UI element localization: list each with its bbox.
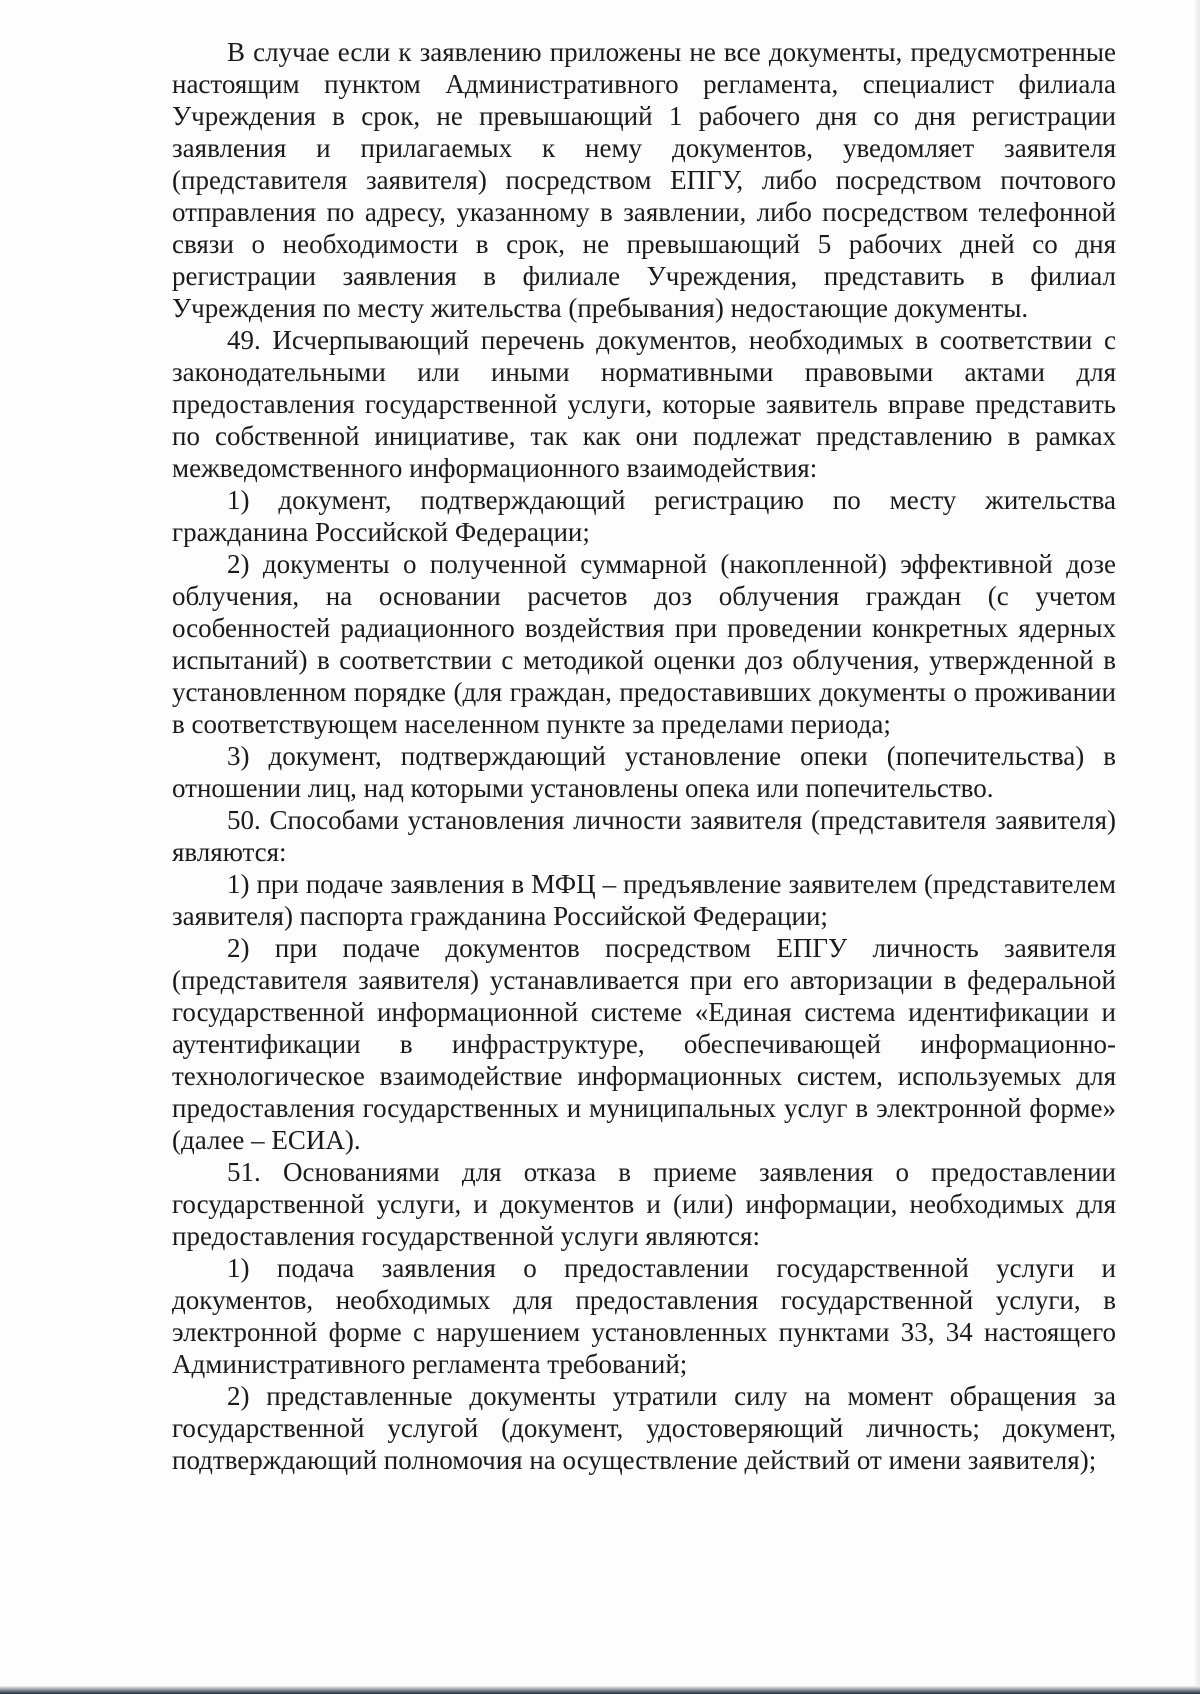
paragraph-50-identity-methods: 50. Способами установления личности заявителя (представителя заявителя) являются:	[172, 805, 1116, 867]
paragraph-49-interagency-documents: 49. Исчерпывающий перечень документов, необходимых в соответствии с законодательными или иными нормативными правовыми актами для предоставления государственной услуги, которые заявитель вправе представить по собственной инициативе, так как они подлежат представлению в рамках межведомственного информационного взаимодействия:	[172, 325, 1116, 483]
scan-edge-right	[1194, 0, 1200, 1694]
paragraph-missing-documents-notice: В случае если к заявлению приложены не все документы, предусмотренные настоящим пунктом Административного регламента, специалист филиала Учреждения в срок, не превышающий 1 рабочего дня со дня регистрации заявления и прилагаемых к нему документов, уведомляет заявителя (представителя заявителя) посредством ЕПГУ, либо посредством почтового отправления по адресу, указанному в заявлении, либо посредством телефонной связи о необходимости в срок, не превышающий 5 рабочих дней со дня регистрации заявления в филиале Учреждения, представить в филиал Учреждения по месту жительства (пребывания) недостающие документы.	[172, 37, 1116, 323]
paragraph-50-item-2: 2) при подаче документов посредством ЕПГУ личность заявителя (представителя заявителя) устанавливается при его авторизации в федеральной государственной информационной системе «Единая система идентификации и аутентификации в инфраструктуре, обеспечивающей информационно-технологическое взаимодействие информационных систем, используемых для предоставления государственных и муниципальных услуг в электронной форме» (далее – ЕСИА).	[172, 933, 1116, 1155]
paragraph-51-item-1: 1) подача заявления о предоставлении государственной услуги и документов, необходимых для предоставления государственной услуги, в электронной форме с нарушением установленных пунктами 33, 34 настоящего Административного регламента требований;	[172, 1253, 1116, 1379]
paragraph-51-item-2: 2) представленные документы утратили силу на момент обращения за государственной услугой (документ, удостоверяющий личность; документ, подтверждающий полномочия на осуществление действий от имени заявителя);	[172, 1381, 1116, 1475]
paragraph-49-item-3: 3) документ, подтверждающий установление опеки (попечительства) в отношении лиц, над которыми установлены опека или попечительство.	[172, 741, 1116, 803]
paragraph-50-item-1: 1) при подаче заявления в МФЦ – предъявление заявителем (представителем заявителя) паспорта гражданина Российской Федерации;	[172, 869, 1116, 931]
paragraph-49-item-1: 1) документ, подтверждающий регистрацию по месту жительства гражданина Российской Федерации;	[172, 485, 1116, 547]
paragraph-51-refusal-grounds: 51. Основаниями для отказа в приеме заявления о предоставлении государственной услуги, и документов и (или) информации, необходимых для предоставления государственной услуги являются:	[172, 1157, 1116, 1251]
paragraph-49-item-2: 2) документы о полученной суммарной (накопленной) эффективной дозе облучения, на основании расчетов доз облучения граждан (с учетом особенностей радиационного воздействия при проведении конкретных ядерных испытаний) в соответствии с методикой оценки доз облучения, утвержденной в установленном порядке (для граждан, предоставивших документы о проживании в соответствующем населенном пункте за пределами периода;	[172, 549, 1116, 739]
document-body	[172, 36, 1116, 1476]
scan-edge-bottom	[0, 1686, 1200, 1694]
